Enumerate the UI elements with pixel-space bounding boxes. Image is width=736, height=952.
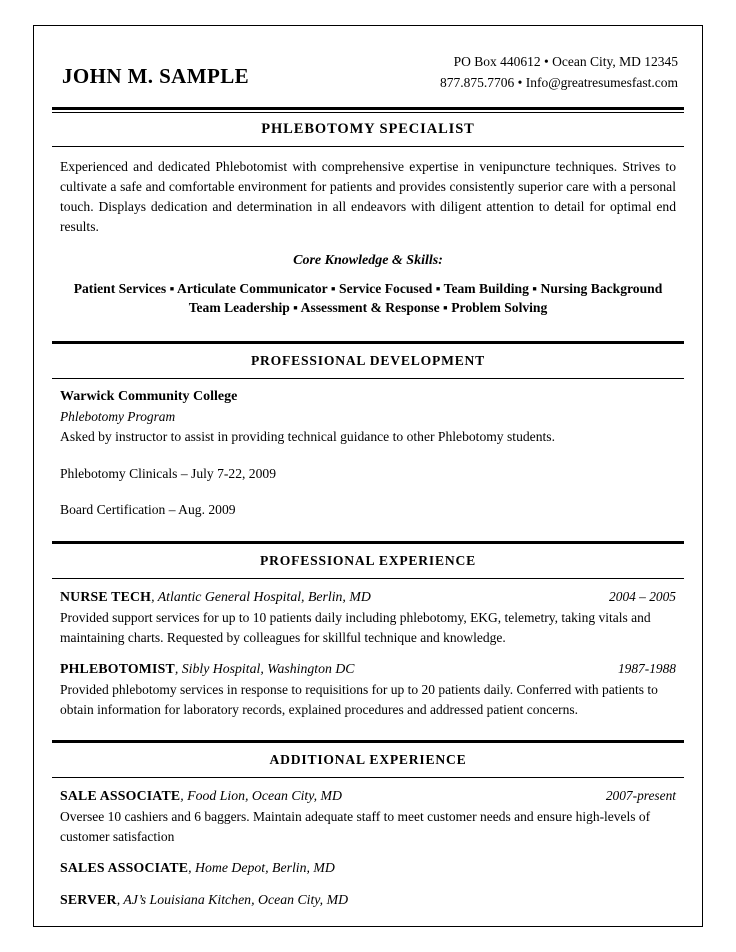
job-dates: 2007-present [605,788,676,804]
contact-phone-email: 877.875.7706 • Info@greatresumesfast.com [440,74,678,90]
section-heading-additional-experience: ADDITIONAL EXPERIENCE [269,752,467,768]
core-skills-line-1: Patient Services ▪ Articulate Communicator ▪ Service Focused ▪ Team Building ▪ Nursing Background [73,280,663,296]
professional-development-body [52,379,684,528]
additional-entry-title [60,890,348,910]
job-role: NURSE TECH [60,588,152,604]
job-description: Oversee 10 cashiers and 6 baggers. Maintain adequate staff to meet customer needs and ensure high-levels of customer satisfaction [60,809,651,844]
clinicals-line: Phlebotomy Clinicals – July 7-22, 2009 [60,465,276,481]
job-role: PHLEBOTOMIST [60,661,175,677]
professional-summary: Experienced and dedicated Phlebotomist with comprehensive expertise in venipuncture techniques. Strives to cultivate a safe and comfortable environment for patients and provides consistently superior care with a personal touch. Displays dedication and determination in all endeavors with diligent attention to detail for optimal end results. [60,158,676,234]
job-company: , Atlantic General Hospital, Berlin, MD [151,588,371,604]
job-role: SALES ASSOCIATE [60,860,189,876]
additional-entry-header [60,890,676,910]
job-company: , Food Lion, Ocean City, MD [180,788,342,804]
experience-entry-header [60,587,676,607]
contact-block [440,52,680,94]
job-role: SERVER [60,892,117,908]
additional-entry-header [60,858,676,878]
additional-entry-title [60,858,335,878]
core-skills-line-2: Team Leadership ▪ Assessment & Response ▪ Problem Solving [188,300,548,316]
job-role: SALE ASSOCIATE [60,788,181,804]
job-title-band: PHLEBOTOMY SPECIALIST [261,120,475,137]
job-dates: 1987-1988 [617,661,676,677]
experience-entry-header [60,659,676,679]
additional-entry-header [60,786,676,806]
experience-entry [60,659,676,719]
job-description: Provided support services for up to 10 patients daily including phlebotomy, EKG, telemetry, taking vitals and maintaining charts. Requested by colleagues for skillful technique and knowledge. [60,609,651,645]
contact-address: PO Box 440612 • Ocean City, MD 12345 [453,54,678,69]
job-description: Provided phlebotomy services in response to requisitions for up to 20 patients daily. Conferred with patients to obtain information for laboratory records, explained procedures and addressed patient concerns. [60,682,658,717]
additional-entry-title [60,786,342,806]
job-company: , Sibly Hospital, Washington DC [174,661,355,677]
resume-sheet [33,25,703,927]
certification-line: Board Certification – Aug. 2009 [60,502,236,518]
experience-entry-title [60,587,371,607]
core-skills-list [52,275,684,328]
program-name: Phlebotomy Program [60,409,176,425]
experience-entry [60,587,676,647]
resume-header [52,52,684,94]
additional-entry [60,786,676,846]
additional-entry [60,858,676,878]
additional-entry [60,890,676,910]
section-heading-professional-development: PROFESSIONAL DEVELOPMENT [250,353,486,369]
additional-experience-body [52,778,684,918]
section-heading-professional-experience: PROFESSIONAL EXPERIENCE [260,552,476,568]
job-company: , AJ’s Louisiana Kitchen, Ocean City, MD [116,892,349,908]
candidate-name: JOHN M. SAMPLE [62,64,250,88]
program-note: Asked by instructor to assist in providing technical guidance to other Phlebotomy students. [60,428,555,444]
professional-experience-body [52,579,684,727]
experience-entry-title [60,659,355,679]
core-skills-heading: Core Knowledge & Skills: [293,252,443,268]
job-dates: 2004 – 2005 [609,588,676,604]
school-name: Warwick Community College [60,389,238,405]
job-company: , Home Depot, Berlin, MD [188,860,335,876]
